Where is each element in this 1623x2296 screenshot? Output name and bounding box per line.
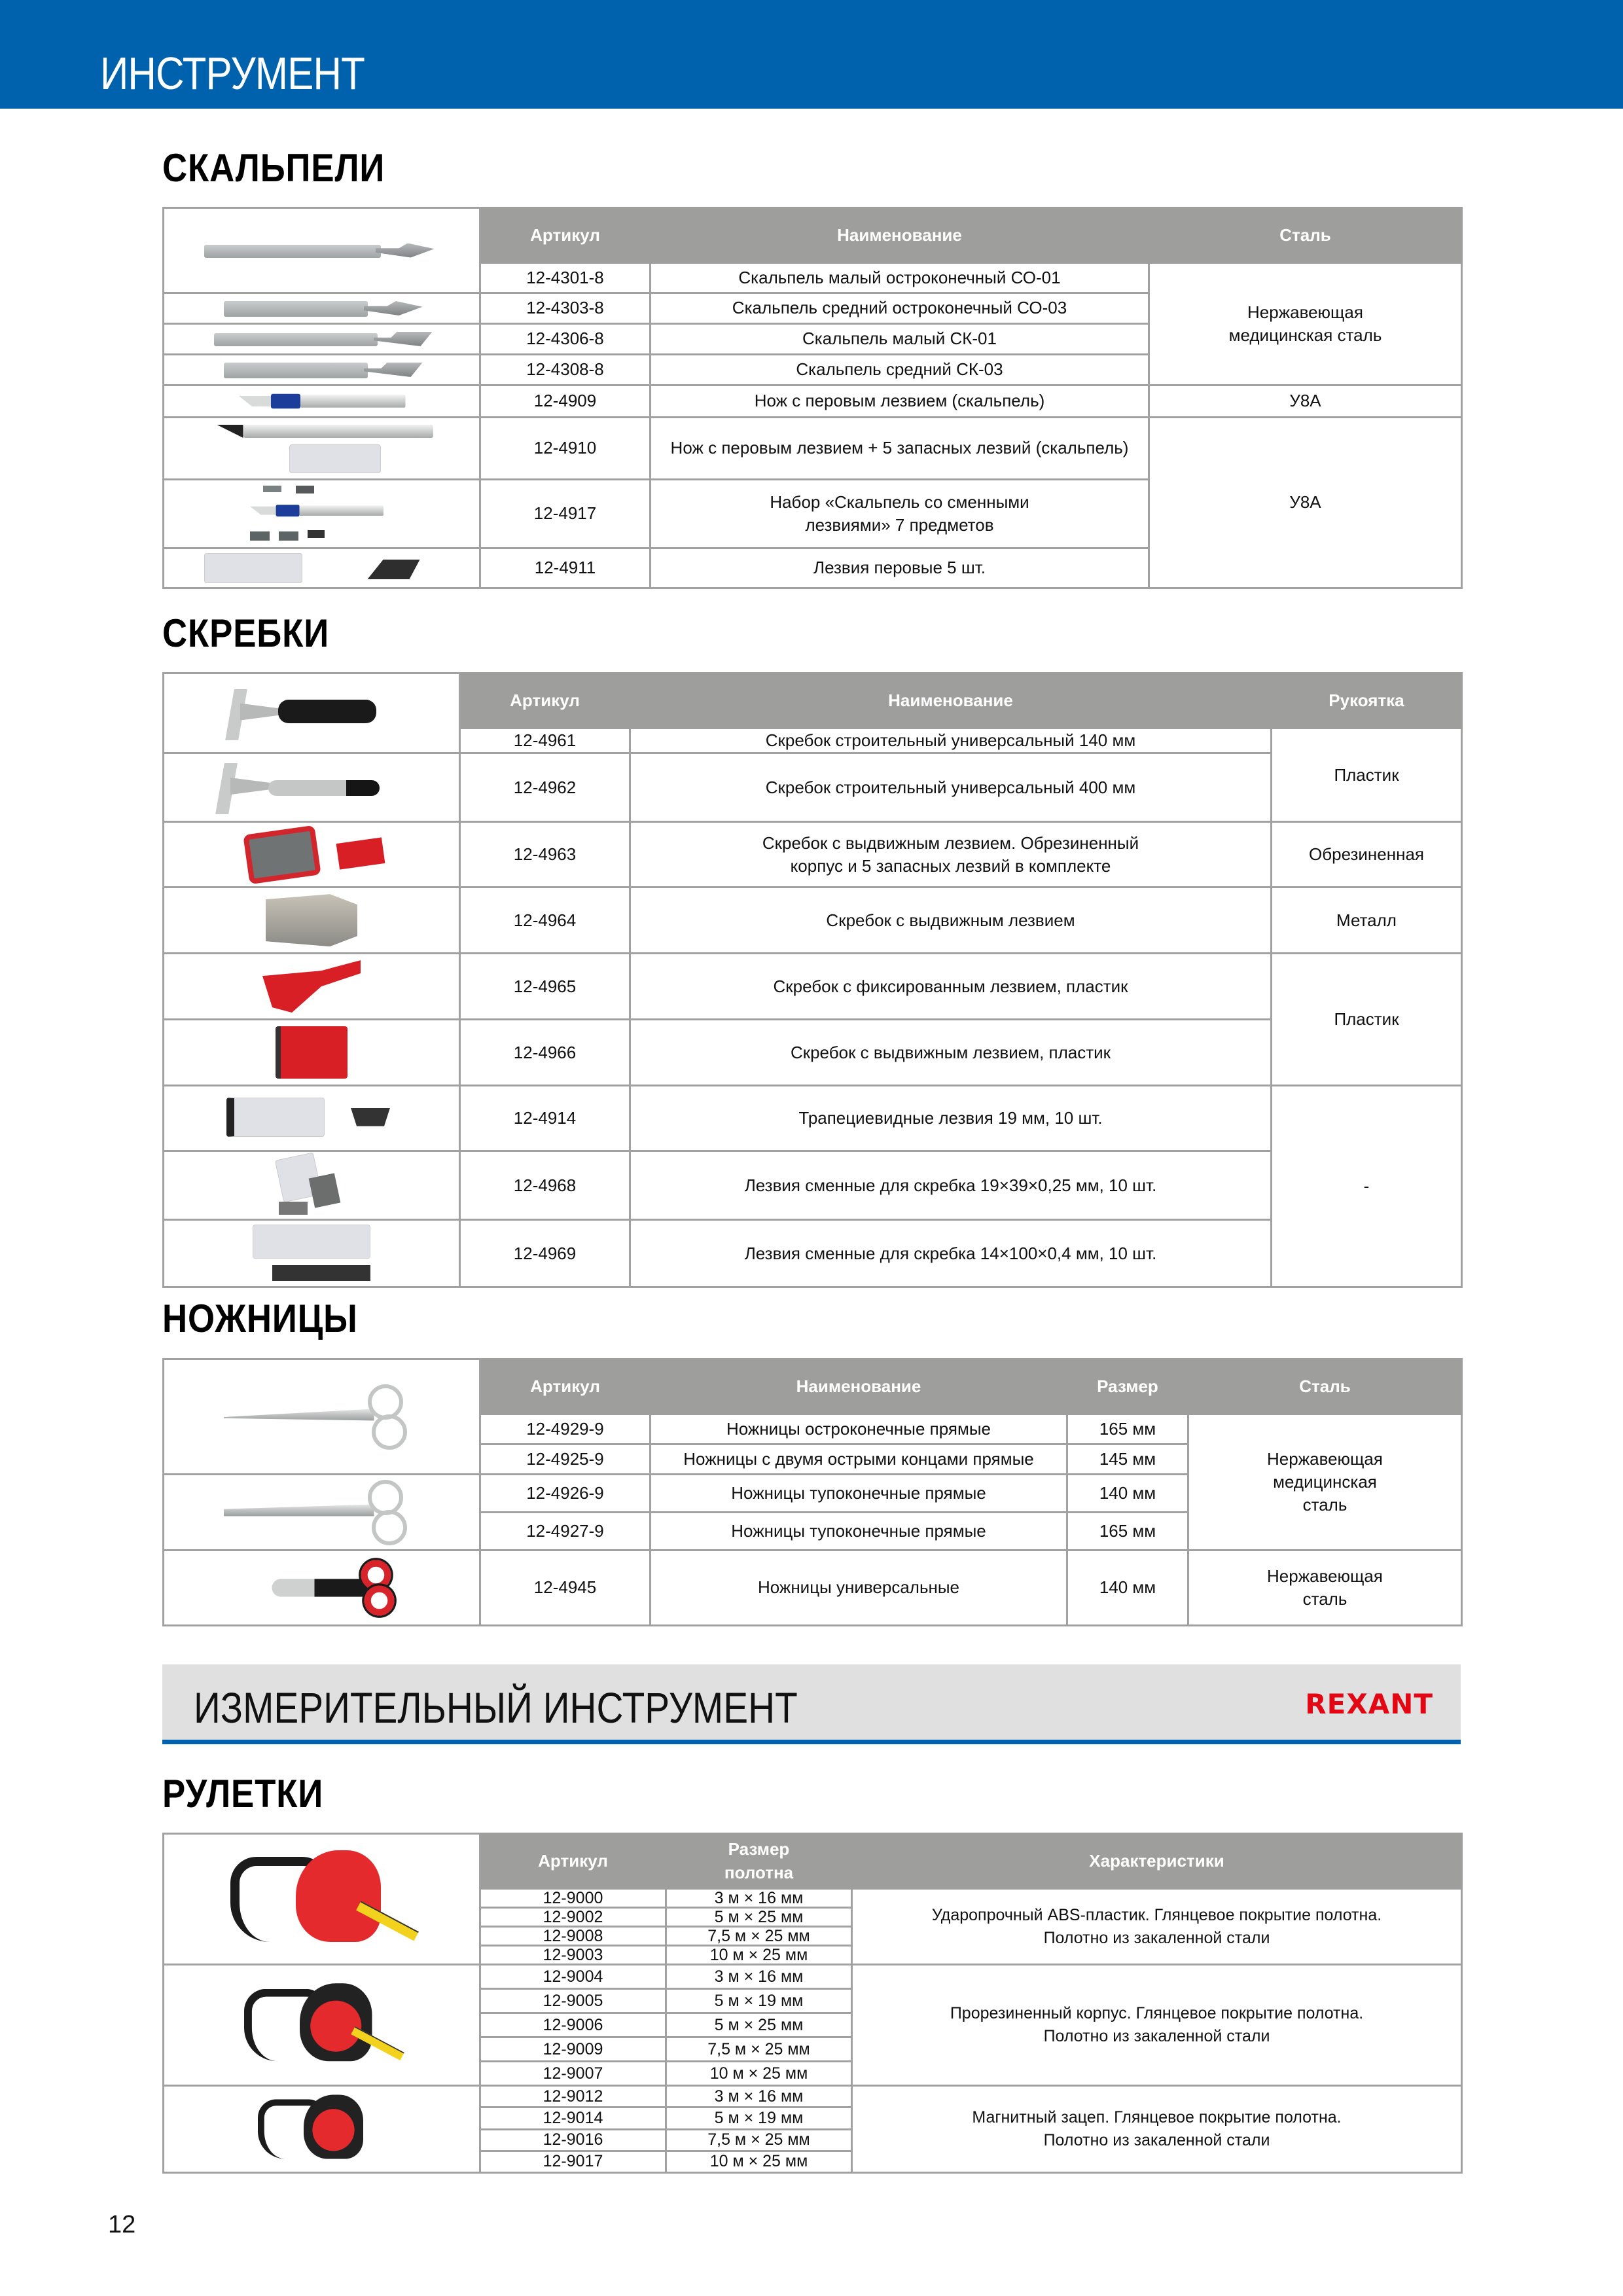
article-cell: 12-4961 [460,728,630,753]
handle-cell: Пластик [1272,728,1462,822]
table-row [164,822,1462,888]
article-cell: 12-9005 [480,1989,666,2013]
name-cell: Скальпель средний остроконечный СО-03 [651,293,1149,324]
article-cell: 12-4929-9 [480,1414,651,1444]
name-cell: Скребок с выдвижным лезвием, пластик [630,1020,1272,1086]
scalpels-table [162,207,1463,589]
tape-measure-icon [224,1844,420,1955]
name-cell: Лезвия перовые 5 шт. [651,548,1149,588]
scraper-icon [223,684,400,743]
size-cell: 7,5 м × 25 мм [666,1927,852,1946]
column-header-features: Характеристики [852,1834,1462,1889]
column-header-name: Наименование [651,1359,1067,1414]
article-cell: 12-4962 [460,753,630,822]
features-line: Полотно из закаленной стали [1043,1928,1270,1947]
article-cell: 12-9017 [480,2151,666,2172]
product-image-cell [164,1834,480,1965]
size-cell: 5 м × 19 мм [666,1989,852,2013]
name-cell: Ножницы тупоконечные прямые [651,1475,1067,1513]
column-header-handle: Рукоятка [1272,673,1462,728]
name-cell: Скребок строительный универсальный 400 мм [630,753,1272,822]
universal-scissors-icon [238,1560,405,1616]
size-cell: 10 м × 25 мм [666,2151,852,2172]
size-cell: 165 мм [1067,1513,1188,1551]
name-cell: Ножницы универсальные [651,1551,1067,1626]
banner-title: ИЗМЕРИТЕЛЬНЫЙ ИНСТРУМЕНТ [194,1683,798,1732]
article-cell: 12-4927-9 [480,1513,651,1551]
name-cell: Скальпель средний СК-03 [651,355,1149,386]
product-image-cell [164,1551,480,1626]
name-cell: Скальпель малый СК-01 [651,324,1149,355]
metal-scraper-icon [266,894,357,946]
long-scraper-icon [213,758,410,817]
column-header-steel: Сталь [1188,1359,1462,1414]
column-header-article: Артикул [480,1359,651,1414]
article-cell: 12-4964 [460,888,630,954]
article-cell: 12-4909 [480,386,651,418]
article-cell: 12-4911 [480,548,651,588]
name-cell: Скальпель малый остроконечный СО-01 [651,263,1149,293]
craft-knife-with-blades-icon [204,422,440,475]
product-image-cell [164,1151,460,1220]
tapes-table [162,1833,1463,2174]
column-header-article: Артикул [460,673,630,728]
name-cell: Скребок строительный универсальный 140 мм [630,728,1272,753]
table-row [164,1020,1462,1086]
features-line: Ударопрочный ABS-пластик. Глянцевое покрытие полотна. [931,1905,1382,1924]
plastic-scraper-icon [262,960,361,1013]
article-cell: 12-9006 [480,2013,666,2037]
size-cell: 10 м × 25 мм [666,1946,852,1965]
rexant-logo: REXANT [1305,1688,1433,1720]
product-image-cell [164,293,480,324]
size-cell: 3 м × 16 мм [666,1965,852,1989]
name-cell: Нож с перовым лезвием (скальпель) [651,386,1149,418]
handle-cell: Металл [1272,888,1462,954]
table-row [164,954,1462,1020]
size-cell: 7,5 м × 25 мм [666,2129,852,2151]
rubber-tape-measure-icon [238,1978,405,2073]
article-cell: 12-4914 [460,1086,630,1151]
product-image-cell [164,1359,480,1475]
features-line: Полотно из закаленной стали [1043,2131,1270,2149]
product-image-cell [164,753,460,822]
product-image-cell [164,1020,460,1086]
article-cell: 12-4303-8 [480,293,651,324]
blunt-scissors-icon [224,1480,420,1545]
column-header-name: Наименование [651,208,1149,263]
product-image-cell [164,888,460,954]
table-row [164,753,1462,822]
product-image-cell [164,1475,480,1551]
scraper-blades-icon [266,1156,357,1215]
name-cell: Трапециевидные лезвия 19 мм, 10 шт. [630,1086,1272,1151]
product-image-cell [164,673,460,753]
article-cell: 12-9007 [480,2062,666,2086]
name-cell: Ножницы остроконечные прямые [651,1414,1067,1444]
product-image-cell [164,324,480,355]
section-title-scrapers: СКРЕБКИ [162,611,330,655]
article-cell: 12-4968 [460,1151,630,1220]
scalpel-icon [204,241,440,260]
steel-cell: Нержавеющая медицинская сталь [1188,1414,1462,1551]
name-cell: Скребок с выдвижным лезвием [630,888,1272,954]
trapezoid-blades-icon [226,1098,397,1139]
article-cell: 12-9000 [480,1889,666,1908]
retractable-scraper-icon [276,1026,348,1079]
magnetic-tape-measure-icon [253,2090,391,2168]
table-row [164,386,1462,418]
size-cell: 145 мм [1067,1444,1188,1475]
column-header-steel: Сталь [1149,208,1462,263]
product-image-cell [164,418,480,480]
size-cell: 5 м × 25 мм [666,2013,852,2037]
steel-cell: У8А [1149,386,1462,418]
features-cell [852,2086,1462,2173]
scalpel-icon [214,329,430,349]
section-title-scalpels: СКАЛЬПЕЛИ [162,146,385,190]
table-row [164,2086,1462,2108]
size-cell: 165 мм [1067,1414,1188,1444]
product-image-cell [164,480,480,548]
product-image-cell [164,1220,460,1287]
column-header-size: Размер [1067,1359,1188,1414]
article-cell: 12-4969 [460,1220,630,1287]
article-cell: 12-4965 [460,954,630,1020]
long-blades-icon [240,1225,383,1282]
size-cell: 10 м × 25 мм [666,2062,852,2086]
section-title-tapes: РУЛЕТКИ [162,1772,324,1816]
name-cell: Нож с перовым лезвием + 5 запасных лезвий (скальпель) [651,418,1149,480]
features-line: Полотно из закаленной стали [1043,2027,1270,2045]
column-header-size: Размер полотна [666,1834,852,1889]
scissors-table [162,1358,1463,1626]
table-row [164,1220,1462,1287]
column-header-name: Наименование [630,673,1272,728]
article-cell: 12-4945 [480,1551,651,1626]
product-image-cell [164,2086,480,2173]
article-cell: 12-9002 [480,1908,666,1927]
product-image-cell [164,548,480,588]
article-cell: 12-4925-9 [480,1444,651,1475]
rubber-scraper-icon [220,827,403,882]
product-image-cell [164,208,480,293]
article-cell: 12-4308-8 [480,355,651,386]
page-header-bar [0,0,1623,109]
product-image-cell [164,1086,460,1151]
size-cell: 140 мм [1067,1475,1188,1513]
scrapers-table [162,672,1463,1288]
name-cell: Лезвия сменные для скребка 19×39×0,25 мм, 10 шт. [630,1151,1272,1220]
steel-cell: Нержавеющая сталь [1188,1551,1462,1626]
name-cell: Скребок с фиксированным лезвием, пластик [630,954,1272,1020]
column-header-article: Артикул [480,208,651,263]
size-cell: 3 м × 16 мм [666,2086,852,2108]
pointed-scissors-icon [224,1384,420,1450]
features-line: Прорезиненный корпус. Глянцевое покрытие полотна. [950,2004,1364,2022]
name-cell: Ножницы тупоконечные прямые [651,1513,1067,1551]
name-cell: Ножницы с двумя острыми концами прямые [651,1444,1067,1475]
article-cell: 12-4301-8 [480,263,651,293]
article-cell: 12-4963 [460,822,630,888]
article-cell: 12-9009 [480,2037,666,2062]
product-image-cell [164,954,460,1020]
size-cell: 3 м × 16 мм [666,1889,852,1908]
product-image-cell [164,355,480,386]
article-cell: 12-9014 [480,2108,666,2129]
scalpel-icon [224,360,420,380]
features-line: Магнитный зацеп. Глянцевое покрытие полотна. [972,2108,1342,2126]
handle-cell: - [1272,1086,1462,1287]
section-title-scissors: НОЖНИЦЫ [162,1297,358,1340]
article-cell: 12-9016 [480,2129,666,2151]
product-image-cell [164,822,460,888]
steel-cell: У8А [1149,418,1462,588]
features-cell [852,1965,1462,2086]
size-cell: 5 м × 25 мм [666,1908,852,1927]
article-cell: 12-4926-9 [480,1475,651,1513]
handle-cell: Обрезиненная [1272,822,1462,888]
size-cell: 140 мм [1067,1551,1188,1626]
features-cell [852,1889,1462,1965]
article-cell: 12-4306-8 [480,324,651,355]
table-row [164,1551,1462,1626]
article-cell: 12-4917 [480,480,651,548]
article-cell: 12-9003 [480,1946,666,1965]
table-row [164,1086,1462,1151]
page-title: ИНСТРУМЕНТ [100,48,365,99]
steel-cell: Нержавеющая медицинская сталь [1149,263,1462,386]
size-cell: 5 м × 19 мм [666,2108,852,2129]
product-image-cell [164,1965,480,2086]
article-cell: 12-4966 [460,1020,630,1086]
table-row [164,1151,1462,1220]
measuring-tools-banner [162,1664,1461,1744]
scalpel-icon [224,298,420,318]
page-number: 12 [108,2211,136,2238]
handle-cell: Пластик [1272,954,1462,1086]
article-cell: 12-9004 [480,1965,666,1989]
table-row [164,888,1462,954]
column-header-article: Артикул [480,1834,666,1889]
table-row [164,418,1462,480]
craft-knife-icon [238,393,405,410]
scalpel-set-icon [224,484,420,543]
name-cell: Лезвия сменные для скребка 14×100×0,4 мм, 10 шт. [630,1220,1272,1287]
name-cell: Набор «Скальпель со сменными лезвиями» 7 предметов [651,480,1149,548]
size-cell: 7,5 м × 25 мм [666,2037,852,2062]
product-image-cell [164,386,480,418]
table-row [164,1965,1462,1989]
name-cell: Скребок с выдвижным лезвием. Обрезиненный корпус и 5 запасных лезвий в комплекте [630,822,1272,888]
article-cell: 12-9008 [480,1927,666,1946]
blades-pack-icon [204,553,440,583]
article-cell: 12-4910 [480,418,651,480]
article-cell: 12-9012 [480,2086,666,2108]
